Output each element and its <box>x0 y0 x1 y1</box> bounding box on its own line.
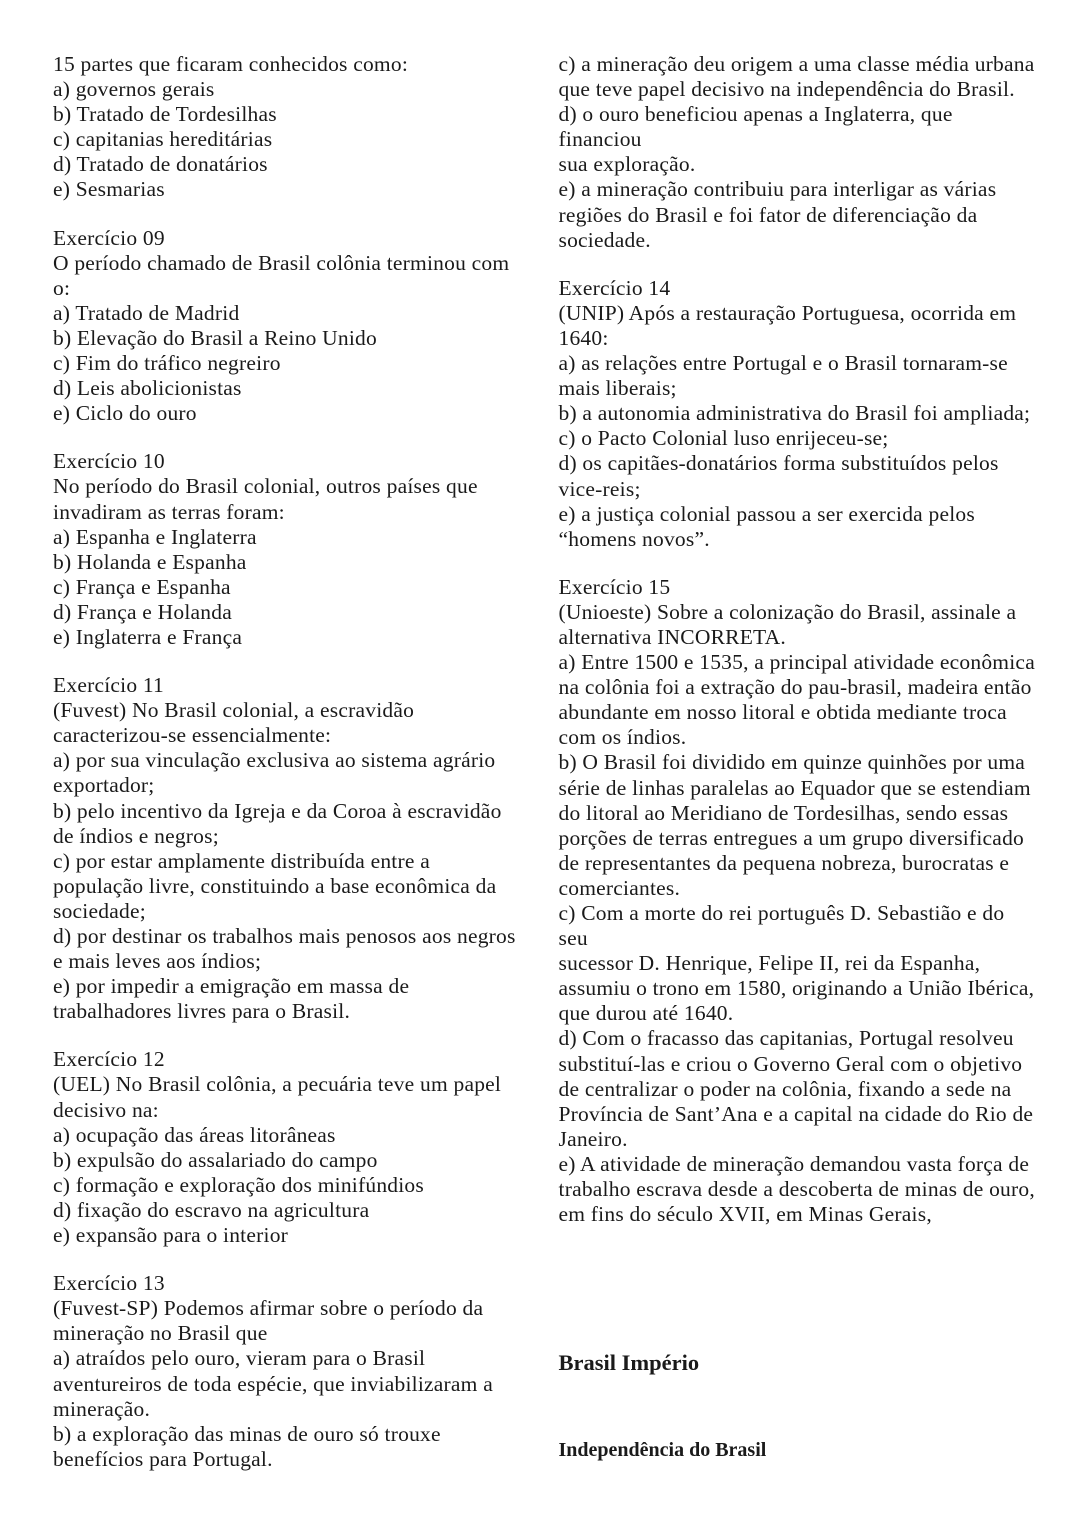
text-line: No período do Brasil colonial, outros países que <box>53 474 478 499</box>
text-line: trabalhadores livres para o Brasil. <box>53 999 351 1024</box>
text-line: sucessor D. Henrique, Felipe II, rei da Espanha, <box>558 951 981 976</box>
text-line: b) a exploração das minas de ouro só trouxe <box>53 1421 441 1446</box>
text-line: que durou até 1640. <box>558 1001 734 1026</box>
exercise-title: Exercício 11 <box>53 673 165 698</box>
exercise-title: Exercício 09 <box>53 225 165 250</box>
text-line: (Unioeste) Sobre a colonização do Brasil, assinale a <box>558 599 1017 624</box>
text-line: d) França e Holanda <box>53 599 232 624</box>
text-line: Província de Sant’Ana e a capital na cidade do Rio de <box>558 1101 1034 1126</box>
section-heading-brasil-imperio: Brasil Império <box>558 1350 700 1376</box>
text-line: b) expulsão do assalariado do campo <box>53 1147 378 1172</box>
text-line: caracterizou-se essencialmente: <box>53 723 332 748</box>
text-line: mais liberais; <box>558 376 677 401</box>
text-line: regiões do Brasil e foi fator de diferenciação da <box>558 202 978 227</box>
text-line: c) formação e exploração dos minifúndios <box>53 1172 424 1197</box>
question-block-exercicio-10 <box>53 449 535 650</box>
text-line: com os índios. <box>558 725 687 750</box>
text-line: c) Com a morte do rei português D. Sebastião e do seu <box>558 901 1010 951</box>
exercise-title: Exercício 13 <box>53 1271 165 1296</box>
text-line: a) ocupação das áreas litorâneas <box>53 1122 336 1147</box>
text-line: 15 partes que ficaram conhecidos como: <box>53 52 409 76</box>
text-line: sociedade. <box>558 227 651 252</box>
text-line: d) Leis abolicionistas <box>53 376 242 401</box>
text-line: porções de terras entregues a um grupo diversificado <box>558 825 1024 850</box>
text-line: comerciantes. <box>558 875 681 900</box>
text-line: e) A atividade de mineração demandou vasta força de <box>558 1151 1030 1176</box>
text-line: d) por destinar os trabalhos mais penosos aos negros <box>53 924 516 948</box>
text-line: e) por impedir a emigração em massa de <box>53 974 410 999</box>
text-line: (UNIP) Após a restauração Portuguesa, ocorrida em <box>558 300 1017 325</box>
text-line: mineração no Brasil que <box>53 1321 268 1346</box>
text-line: c) a mineração deu origem a uma classe média urbana <box>558 52 1035 76</box>
text-line: c) França e Espanha <box>53 574 231 599</box>
text-line: série de linhas paralelas ao Equador que se estendiam <box>558 775 1031 800</box>
text-line: d) Com o fracasso das capitanias, Portugal resolveu <box>558 1026 1014 1051</box>
question-block-exercicio-09 <box>53 226 535 427</box>
text-line: d) fixação do escravo na agricultura <box>53 1197 370 1222</box>
text-line: sua exploração. <box>558 152 696 177</box>
text-line: b) pelo incentivo da Igreja e da Coroa à escravidão <box>53 798 502 823</box>
exercise-title: Exercício 12 <box>53 1047 165 1072</box>
two-column-layout <box>53 52 1035 1502</box>
text-line: o: <box>53 275 71 300</box>
text-line: c) Fim do tráfico negreiro <box>53 351 281 376</box>
text-line: invadiram as terras foram: <box>53 499 285 524</box>
text-line: e) Ciclo do ouro <box>53 401 197 426</box>
section-spacer <box>559 1250 1036 1350</box>
text-line: população livre, constituindo a base econômica da <box>53 873 497 898</box>
text-line: abundante em nosso litoral e obtida mediante troca <box>558 700 1007 725</box>
text-line: sociedade; <box>53 898 146 923</box>
text-line: d) os capitães-donatários forma substituídos pelos <box>558 451 999 476</box>
text-line: e) Inglaterra e França <box>53 624 243 649</box>
exercise-title: Exercício 14 <box>558 275 671 300</box>
question-block-exercicio-13 <box>53 1271 535 1472</box>
text-line: d) Tratado de donatários <box>53 152 268 177</box>
text-line: a) as relações entre Portugal e o Brasil tornaram-se <box>558 351 1008 376</box>
question-block-exercicio-15 <box>559 575 1036 1227</box>
text-line: e) a mineração contribuiu para interligar as várias <box>558 177 997 202</box>
text-line: e) Sesmarias <box>53 177 165 202</box>
text-line: e mais leves aos índios; <box>53 949 262 974</box>
text-line: aventureiros de toda espécie, que inviabilizaram a <box>53 1371 493 1396</box>
text-line: do litoral ao Meridiano de Tordesilhas, sendo essas <box>558 800 1009 825</box>
text-line: b) a autonomia administrativa do Brasil foi ampliada; <box>558 401 1031 426</box>
text-line: e) a justiça colonial passou a ser exercida pelos <box>558 501 975 526</box>
text-line: de centralizar o poder na colônia, fixando a sede na <box>558 1076 1012 1101</box>
text-line: O período chamado de Brasil colônia terminou com <box>53 250 510 275</box>
text-line: substituí-las e criou o Governo Geral com o objetivo <box>558 1051 1023 1076</box>
text-line: Janeiro. <box>558 1126 628 1151</box>
question-block-08-continuation <box>53 52 535 203</box>
text-line: (Fuvest-SP) Podemos afirmar sobre o período da <box>53 1296 484 1321</box>
text-line: a) governos gerais <box>53 77 215 102</box>
text-line: de representantes da pequena nobreza, burocratas e <box>558 850 1010 875</box>
text-line: na colônia foi a extração do pau-brasil, madeira então <box>558 675 1032 700</box>
text-line: a) Espanha e Inglaterra <box>53 524 257 549</box>
text-line: e) expansão para o interior <box>53 1223 289 1248</box>
heading-spacer <box>559 1376 1036 1438</box>
text-line: decisivo na: <box>53 1097 159 1122</box>
text-line: a) atraídos pelo ouro, vieram para o Brasil <box>53 1346 426 1371</box>
text-line: a) por sua vinculação exclusiva ao sistema agrário <box>53 748 496 773</box>
subsection-heading-independencia: Independência do Brasil <box>558 1439 767 1462</box>
text-line: trabalho escrava desde a descoberta de minas de ouro, <box>558 1177 1035 1202</box>
text-line: d) o ouro beneficiou apenas a Inglaterra, que financiou <box>558 102 959 152</box>
text-line: 1640: <box>558 325 609 350</box>
text-line: b) Elevação do Brasil a Reino Unido <box>53 325 377 350</box>
question-block-13-continuation <box>559 52 1036 253</box>
text-line: c) capitanias hereditárias <box>53 127 273 152</box>
text-line: “homens novos”. <box>558 526 710 551</box>
exercise-title: Exercício 10 <box>53 449 165 474</box>
text-line: b) Holanda e Espanha <box>53 549 247 574</box>
right-column <box>559 52 1036 1502</box>
question-block-exercicio-11 <box>53 673 535 1024</box>
text-line: benefícios para Portugal. <box>53 1446 273 1471</box>
text-line: mineração. <box>53 1396 151 1421</box>
text-line: c) o Pacto Colonial luso enrijeceu-se; <box>558 426 889 451</box>
text-line: alternativa INCORRETA. <box>558 624 787 649</box>
left-column <box>53 52 535 1502</box>
text-line: b) O Brasil foi dividido em quinze quinhões por uma <box>558 750 1026 775</box>
text-line: a) Entre 1500 e 1535, a principal atividade econômica <box>558 650 1035 675</box>
text-line: a) Tratado de Madrid <box>53 300 240 325</box>
text-line: que teve papel decisivo na independência do Brasil. <box>558 77 1015 102</box>
text-line: exportador; <box>53 773 155 798</box>
text-line: vice-reis; <box>558 476 641 501</box>
text-line: em fins do século XVII, em Minas Gerais, <box>558 1202 932 1227</box>
text-line: assumiu o trono em 1580, originando a União Ibérica, <box>558 976 1035 1001</box>
question-block-exercicio-14 <box>559 276 1036 552</box>
question-block-exercicio-12 <box>53 1047 535 1248</box>
text-line: de índios e negros; <box>53 823 219 848</box>
exercise-title: Exercício 15 <box>558 574 671 599</box>
text-line: b) Tratado de Tordesilhas <box>53 102 277 127</box>
text-line: (Fuvest) No Brasil colonial, a escravidão <box>53 698 415 723</box>
text-line: (UEL) No Brasil colônia, a pecuária teve um papel <box>53 1072 502 1097</box>
text-line: c) por estar amplamente distribuída entre a <box>53 848 430 873</box>
